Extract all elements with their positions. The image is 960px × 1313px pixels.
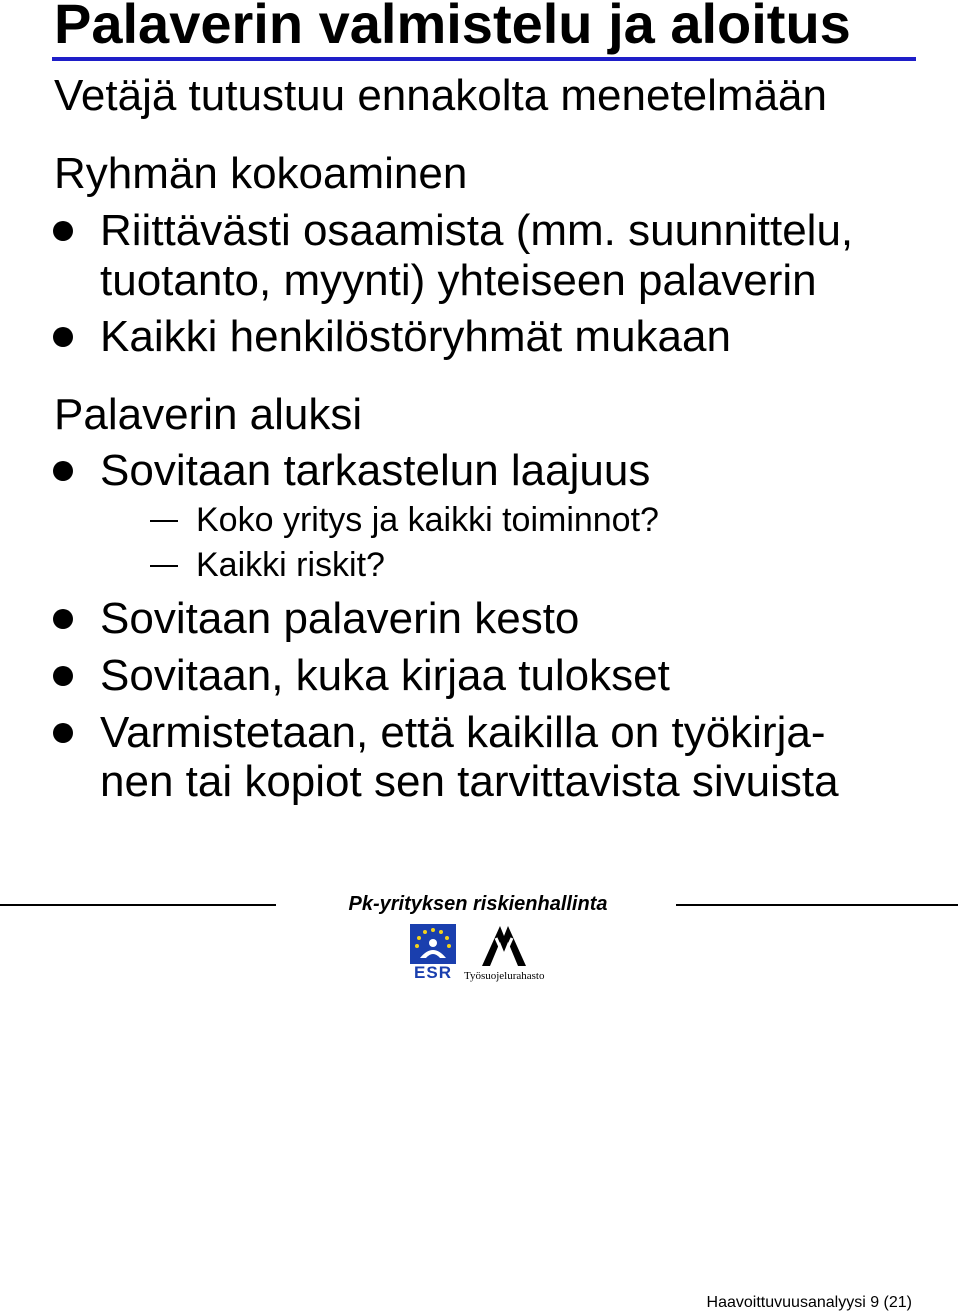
bullet-icon (53, 723, 73, 743)
dash-icon (150, 520, 178, 522)
group-item-1-line-2: tuotanto, myynti) yhteiseen palaverin (100, 256, 817, 305)
start-sub-item-2: Kaikki riskit? (196, 546, 385, 584)
page-reference (707, 1293, 912, 1313)
bullet-icon (53, 461, 73, 481)
bullet-icon (53, 609, 73, 629)
page-label: Haavoittuvuusanalyysi (706, 1294, 866, 1311)
esr-logo (410, 924, 456, 982)
bullet-icon (53, 666, 73, 686)
heading-start: Palaverin aluksi (54, 390, 363, 439)
start-item-4-line-2: nen tai kopiot sen tarvittavista sivuista (100, 757, 839, 806)
start-item-2: Sovitaan palaverin kesto (100, 594, 580, 643)
tsr-logo (464, 922, 544, 984)
start-sub-item-1: Koko yritys ja kaikki toiminnot? (196, 501, 659, 539)
group-item-1-line-1: Riittävästi osaamista (mm. suunnittelu, (100, 206, 854, 255)
start-item-4-line-1: Varmistetaan, että kaikilla on työkirja- (100, 708, 826, 757)
footer-project-title: Pk-yrityksen riskienhallinta (348, 893, 608, 915)
start-item-3: Sovitaan, kuka kirjaa tulokset (100, 651, 670, 700)
bullet-icon (53, 327, 73, 347)
esr-logo-text: ESR (414, 963, 452, 982)
page-number: 9 (21) (870, 1294, 912, 1311)
dash-icon (150, 565, 178, 567)
title-underline (52, 57, 916, 61)
heading-group: Ryhmän kokoaminen (54, 149, 468, 198)
bullet-icon (53, 221, 73, 241)
tsr-mark-icon (474, 922, 534, 968)
group-item-2: Kaikki henkilöstöryhmät mukaan (100, 312, 731, 361)
heading-prepare: Vetäjä tutustuu ennakolta menetelmään (54, 71, 827, 120)
slide-title: Palaverin valmistelu ja aloitus (54, 0, 851, 55)
start-item-1: Sovitaan tarkastelun laajuus (100, 446, 651, 495)
tsr-logo-text: Työsuojelurahasto (464, 970, 545, 982)
